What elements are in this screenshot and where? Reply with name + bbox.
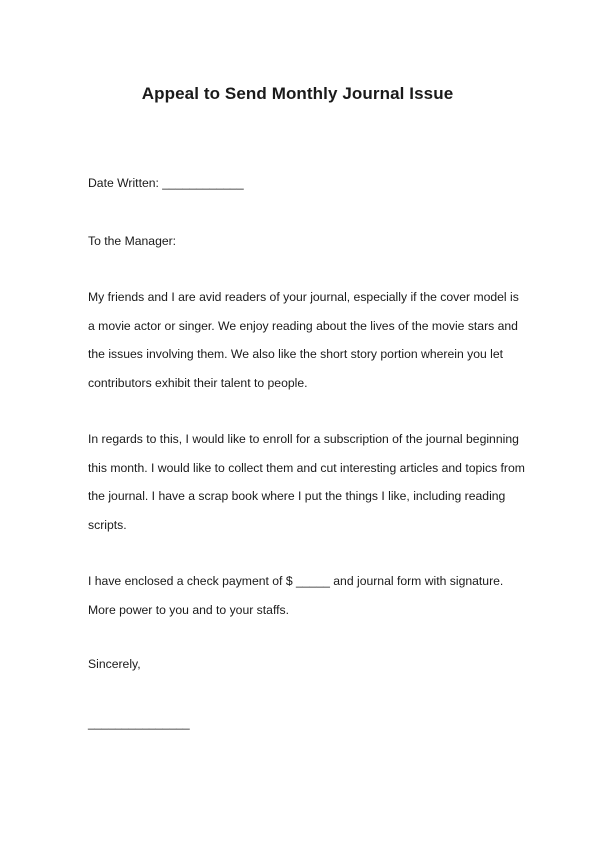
salutation: To the Manager: [88,234,177,248]
signature-line: _______________ [88,716,190,730]
closing: Sincerely, [88,657,141,671]
paragraph-payment: I have enclosed a check payment of $ _____ and journal form with signature. More power to you and to your staffs. [88,574,504,617]
date-written-line: Date Written: ____________ [88,176,244,190]
paragraph-interest: My friends and I are avid readers of your journal, especially if the cover model is a movie actor or singer. We enjoy reading about the lives of the movie stars and the issues involving them. We also like the short story portion wherein you let contributors exhibit their talent to people. [88,290,519,390]
paragraph-subscription-request: In regards to this, I would like to enroll for a subscription of the journal beginning this month. I would like to collect them and cut interesting articles and topics from the journal. I have a scrap book where I put the things I like, including reading scripts. [88,432,525,532]
document-title: Appeal to Send Monthly Journal Issue [141,84,454,103]
